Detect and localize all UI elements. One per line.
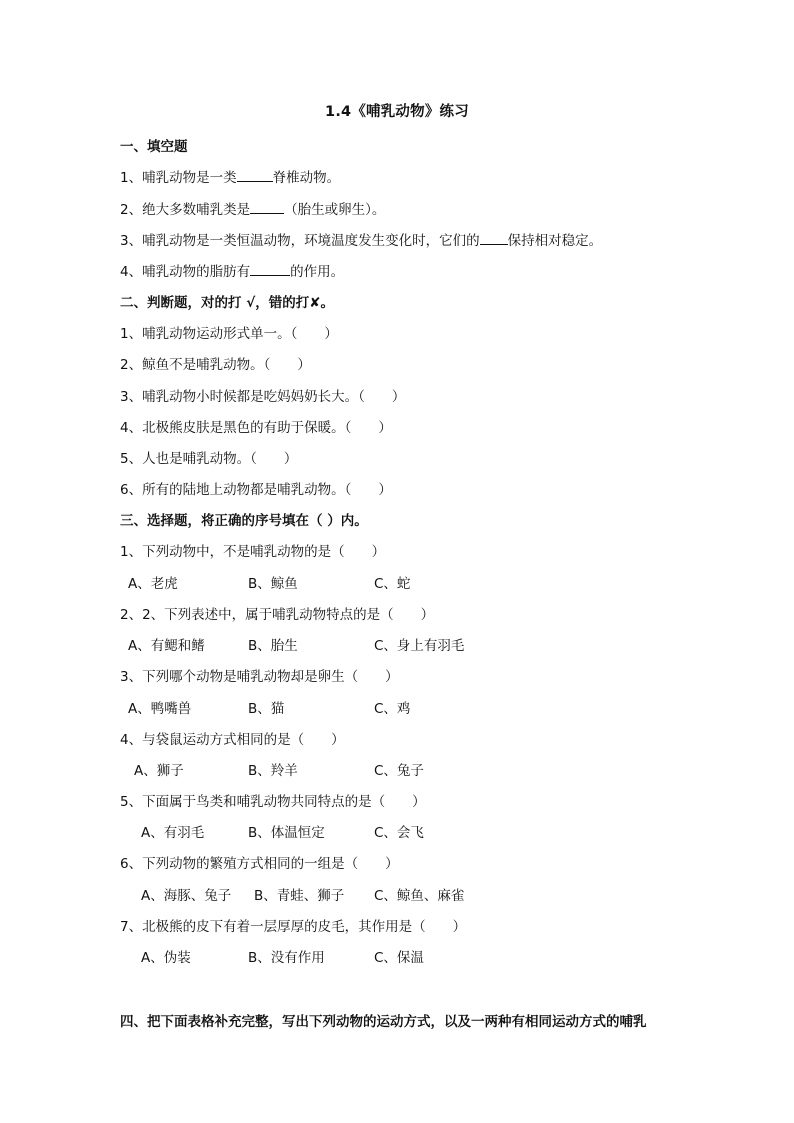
choice-6-option-a: A、海豚、兔子 (141, 888, 232, 904)
choice-2-option-b: B、胎生 (248, 638, 298, 654)
choice-1-option-b: B、鲸鱼 (248, 576, 298, 592)
choice-question-6: 6、下列动物的繁殖方式相同的一组是（ ） (120, 856, 399, 872)
fill-question-2 (120, 198, 385, 218)
choice-4-option-c: C、兔子 (374, 763, 424, 779)
fill-question-3-text: 3、哺乳动物是一类恒温动物，环境温度发生变化时，它们的 (120, 233, 480, 249)
choice-1-option-c: C、蛇 (374, 576, 411, 592)
fill-question-1 (120, 166, 340, 186)
choice-3-option-b: B、猫 (248, 701, 285, 717)
judge-question-6: 6、所有的陆地上动物都是哺乳动物。（ ） (120, 482, 392, 498)
choice-question-2: 2、2、下列表述中，属于哺乳动物特点的是（ ） (120, 607, 435, 623)
choice-2-option-c: C、身上有羽毛 (374, 638, 465, 654)
choice-question-7: 7、北极熊的皮下有着一层厚厚的皮毛，其作用是（ ） (120, 919, 467, 935)
choice-question-4: 4、与袋鼠运动方式相同的是（ ） (120, 732, 345, 748)
choice-question-3: 3、下列哪个动物是哺乳动物却是卵生（ ） (120, 669, 399, 685)
choice-5-option-a: A、有羽毛 (141, 825, 205, 841)
judge-question-2: 2、鲸鱼不是哺乳动物。（ ） (120, 357, 311, 373)
fill-question-3 (120, 229, 602, 249)
section-judge-heading: 二、判断题，对的打 √，错的打✘。 (120, 295, 335, 311)
choice-4-option-a: A、狮子 (134, 763, 184, 779)
fill-question-1-tail: 脊椎动物。 (272, 170, 341, 186)
choice-4-option-b: B、羚羊 (248, 763, 298, 779)
judge-question-4: 4、北极熊皮肤是黑色的有助于保暖。（ ） (120, 420, 392, 436)
fill-question-2-text: 2、绝大多数哺乳类是 (120, 202, 251, 218)
fill-question-1-text: 1、哺乳动物是一类 (120, 170, 237, 186)
choice-7-option-c: C、保温 (374, 950, 424, 966)
choice-3-option-a: A、鸭嘴兽 (128, 701, 192, 717)
judge-question-1: 1、哺乳动物运动形式单一。（ ） (120, 326, 338, 342)
choice-7-option-a: A、伪装 (141, 950, 191, 966)
fill-question-2-tail: （胎生或卵生）。 (284, 202, 386, 218)
fill-question-4 (120, 260, 344, 280)
fill-question-4-text: 4、哺乳动物的脂肪有 (120, 264, 251, 280)
choice-1-option-a: A、老虎 (128, 576, 178, 592)
choice-6-option-c: C、鲸鱼、麻雀 (374, 888, 465, 904)
choice-7-option-b: B、没有作用 (248, 950, 325, 966)
answer-blank (237, 167, 273, 182)
section-fill-heading: 一、填空题 (120, 139, 188, 155)
fill-question-3-tail: 保持相对稳定。 (507, 233, 603, 249)
choice-3-option-c: C、鸡 (374, 701, 411, 717)
choice-2-option-a: A、有鳃和鳍 (128, 638, 205, 654)
page-title: 1.4《哺乳动物》练习 (325, 104, 469, 120)
judge-question-5: 5、人也是哺乳动物。（ ） (120, 451, 298, 467)
fill-question-4-tail: 的作用。 (290, 264, 345, 280)
choice-question-5: 5、下面属于鸟类和哺乳动物共同特点的是（ ） (120, 794, 426, 810)
choice-6-option-b: B、青蛙、狮子 (254, 888, 345, 904)
judge-question-3: 3、哺乳动物小时候都是吃妈妈奶长大。（ ） (120, 389, 406, 405)
answer-blank (250, 261, 290, 276)
answer-blank (480, 230, 508, 245)
section-choice-heading: 三、选择题，将正确的序号填在（ ）内。 (120, 513, 368, 529)
answer-blank (250, 199, 284, 214)
choice-5-option-b: B、体温恒定 (248, 825, 325, 841)
section-table-heading: 四、把下面表格补充完整，写出下列动物的运动方式，以及一两种有相同运动方式的哺乳 (120, 1014, 647, 1030)
choice-question-1: 1、下列动物中，不是哺乳动物的是（ ） (120, 544, 386, 560)
choice-5-option-c: C、会飞 (374, 825, 424, 841)
